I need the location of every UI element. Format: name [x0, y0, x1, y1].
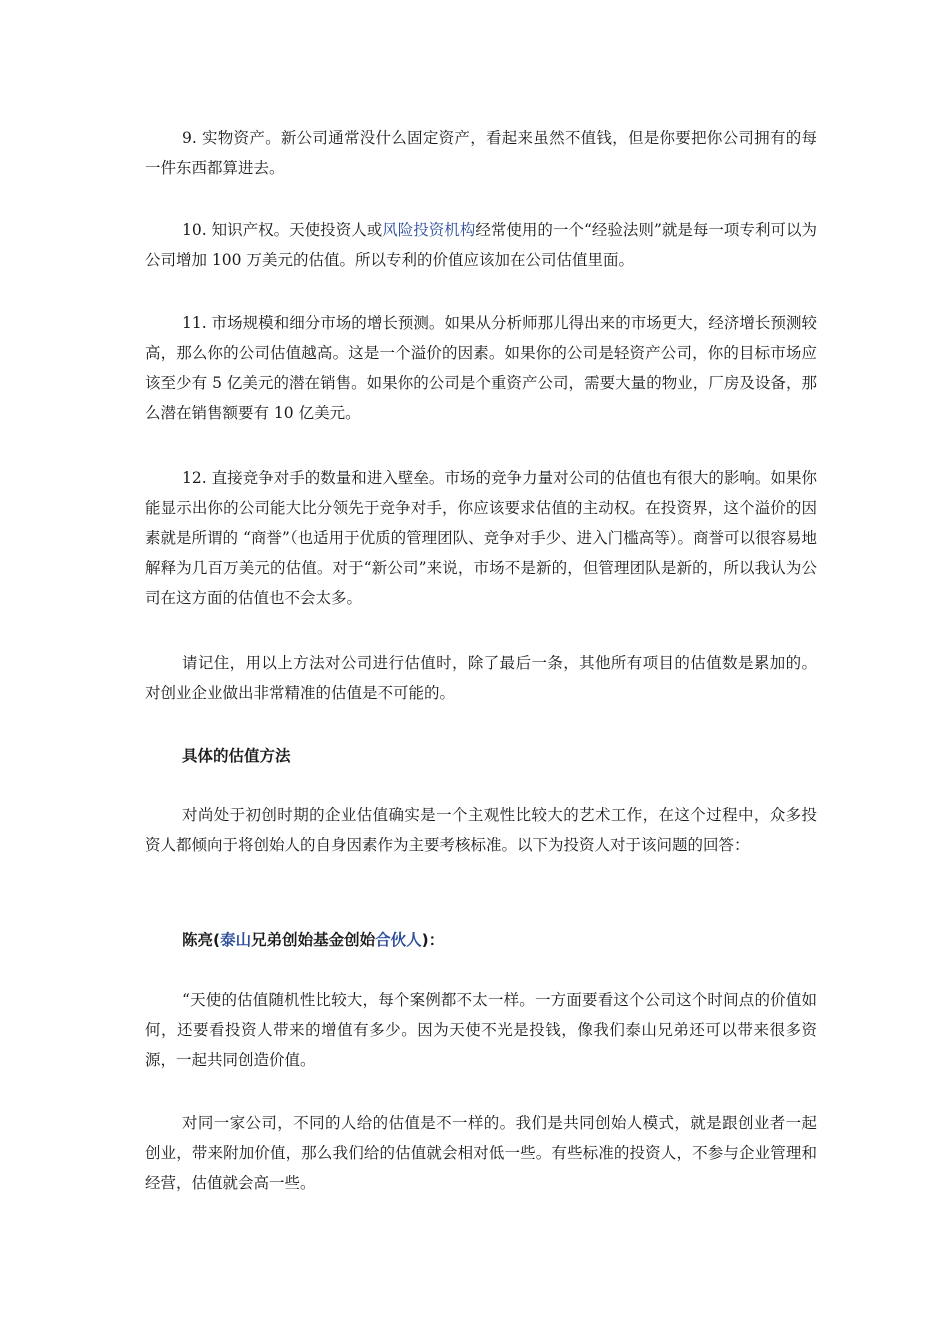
taishan-link[interactable]: 泰山 — [220, 931, 252, 949]
paragraph-text: 经常使用的一个“经验法则”就是每一项专利可以为公司增加 100 万美元的估值。所以专利的价值应该加在公司估值里面。 — [145, 221, 817, 269]
venture-capital-link[interactable]: 风险投资机构 — [382, 221, 476, 239]
investor-name: 陈亮( — [182, 931, 221, 949]
paragraph-quote: “天使的估值随机性比较大，每个案例都不太一样。一方面要看这个公司这个时间点的价值如何，还要看投资人带来的增值有多少。因为天使不光是投钱，像我们泰山兄弟还可以带来很多资源，一起共同创造价值。 — [145, 991, 817, 1069]
investor-fund: 兄弟创始基金创始 — [251, 931, 376, 949]
investor-heading-end: )： — [421, 931, 445, 949]
paragraph-text: 10. 知识产权。天使投资人或 — [182, 221, 383, 239]
paragraph-remember: 请记住，用以上方法对公司进行估值时，除了最后一条，其他所有项目的估值数是累加的。对创业企业做出非常精准的估值是不可能的。 — [145, 654, 817, 702]
paragraph-physical-assets: 9. 实物资产。新公司通常没什么固定资产，看起来虽然不值钱，但是你要把你公司拥有的每一件东西都算进去。 — [145, 129, 817, 177]
paragraph-same-company: 对同一家公司，不同的人给的估值是不一样的。我们是共同创始人模式，就是跟创业者一起创业，带来附加价值，那么我们给的估值就会相对低一些。有些标准的投资人，不参与企业管理和经营，估值就会高一些。 — [145, 1114, 817, 1192]
paragraph-intro: 对尚处于初创时期的企业估值确实是一个主观性比较大的艺术工作，在这个过程中，众多投资人都倾向于将创始人的自身因素作为主要考核标准。以下为投资人对于该问题的回答： — [145, 806, 817, 854]
paragraph-intellectual-property — [145, 215, 817, 275]
investor-heading — [182, 925, 444, 955]
section-heading-valuation-methods: 具体的估值方法 — [182, 747, 291, 765]
paragraph-competitors: 12. 直接竞争对手的数量和进入壁垒。市场的竞争力量对公司的估值也有很大的影响。如果你能显示出你的公司能大比分领先于竞争对手，你应该要求估值的主动权。在投资界，这个溢价的因素就是所谓的 “商誉”（也适用于优质的管理团队、竞争对手少、进入门槛高等）。商誉可以很容易地解释为几百万美元的估值。对于“新公司”来说，市场不是新的，但管理团队是新的，所以我认为公司在这方面的估值也不会太多。 — [145, 469, 817, 607]
partner-link[interactable]: 合伙人 — [375, 931, 422, 949]
paragraph-market-size: 11. 市场规模和细分市场的增长预测。如果从分析师那儿得出来的市场更大，经济增长预测较高，那么你的公司估值越高。这是一个溢价的因素。如果你的公司是轻资产公司，你的目标市场应该至少有 5 亿美元的潜在销售。如果你的公司是个重资产公司，需要大量的物业，厂房及设备，那么潜在销售额要有 10 亿美元。 — [145, 314, 817, 422]
